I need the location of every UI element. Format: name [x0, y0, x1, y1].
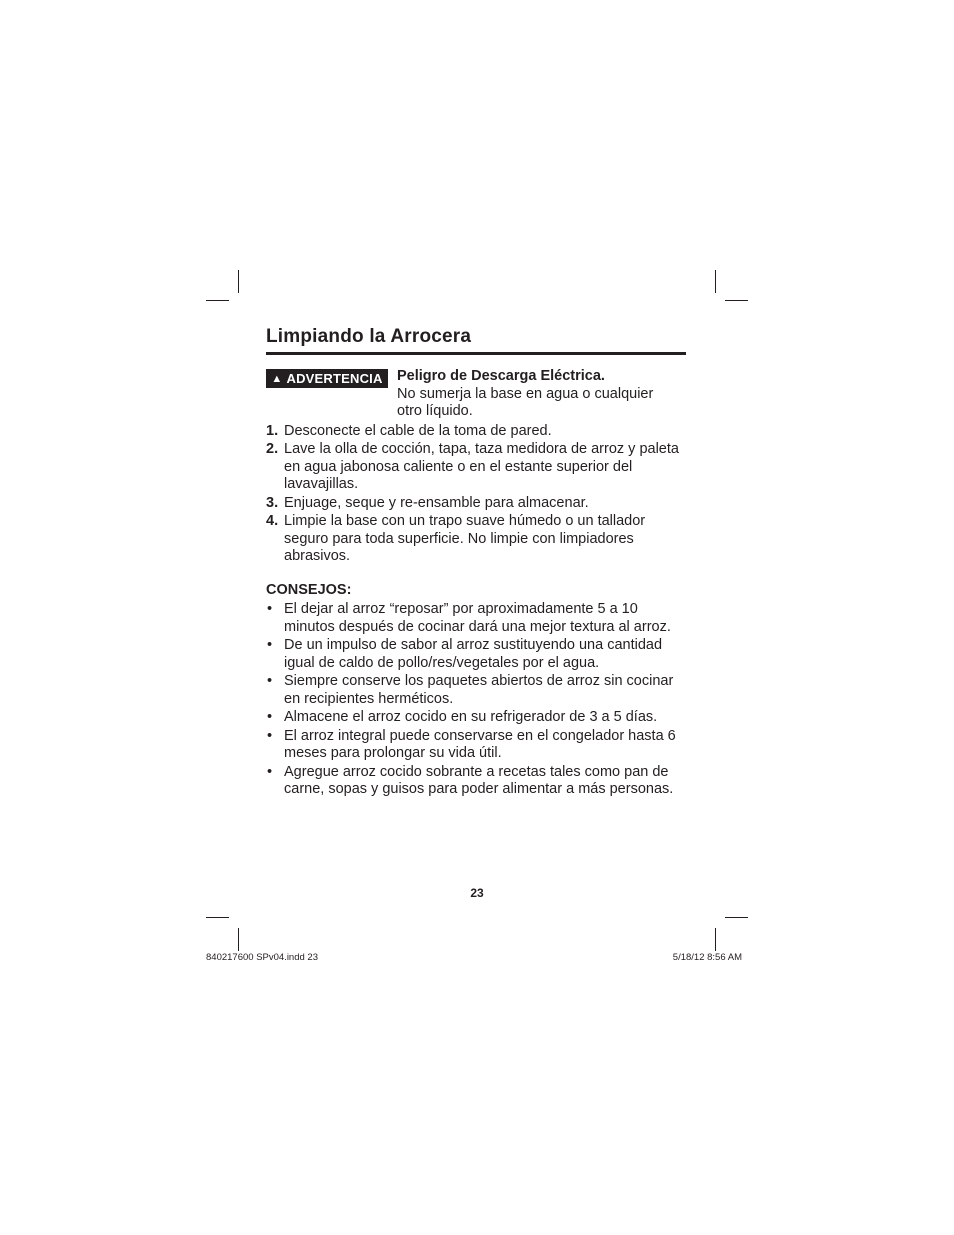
list-item [266, 764, 688, 799]
title-underline [266, 352, 686, 355]
slug-timestamp: 5/18/12 8:56 AM [672, 952, 742, 963]
list-item [266, 601, 688, 636]
warning-body-line: No sumerja la base en agua o cualquier [397, 385, 654, 402]
tips-list [266, 601, 688, 799]
step-number: 1. [266, 422, 279, 439]
cleaning-steps-list [266, 423, 688, 566]
crop-mark [725, 300, 748, 301]
tip-text: Almacene el arroz cocido en su refrigerador de 3 a 5 días. [284, 709, 658, 725]
warning-block [266, 368, 688, 421]
step-number: 4. [266, 513, 279, 529]
list-item [266, 673, 688, 708]
step-text: Enjuage, seque y re-ensamble para almacenar. [284, 494, 589, 511]
bullet: • [267, 709, 273, 725]
crop-mark [238, 928, 239, 951]
crop-mark [715, 270, 716, 293]
bullet: • [267, 601, 273, 617]
step-number: 3. [266, 494, 279, 511]
list-item [266, 423, 688, 441]
crop-mark [206, 917, 229, 918]
bullet: • [267, 673, 273, 689]
list-item [266, 441, 688, 494]
crop-mark [206, 300, 229, 301]
step-text: Lave la olla de cocción, tapa, taza medidora de arroz y paleta en agua jabonosa caliente o en el estante superior del lavavajillas. [284, 441, 679, 492]
bullet: • [267, 637, 273, 653]
step-number: 2. [266, 441, 279, 457]
list-item [266, 728, 688, 763]
list-item [266, 513, 688, 566]
page-title: Limpiando la Arrocera [266, 326, 472, 347]
tip-text: Agregue arroz cocido sobrante a recetas tales como pan de carne, sopas y guisos para poder alimentar a más personas. [284, 763, 674, 797]
warning-badge [266, 369, 388, 388]
slug-file-info: 840217600 SPv04.indd 23 [206, 952, 318, 963]
step-text: Limpie la base con un trapo suave húmedo o un tallador seguro para toda superficie. No limpie con limpiadores abrasivos. [284, 513, 646, 564]
tip-text: De un impulso de sabor al arroz sustituyendo una cantidad igual de caldo de pollo/res/vegetales por el agua. [284, 637, 663, 671]
warning-heading: Peligro de Descarga Eléctrica. [397, 368, 605, 384]
crop-mark [238, 270, 239, 293]
crop-mark [715, 928, 716, 951]
warning-text [397, 368, 653, 421]
crop-mark [725, 917, 748, 918]
bullet: • [267, 763, 273, 780]
list-item [266, 709, 688, 727]
tip-text: Siempre conserve los paquetes abiertos de arroz sin cocinar en recipientes herméticos. [284, 673, 674, 707]
tip-text: El dejar al arroz “reposar” por aproximadamente 5 a 10 minutos después de cocinar dará una mejor textura al arroz. [284, 601, 671, 635]
warning-body-line: otro líquido. [397, 403, 473, 419]
list-item [266, 495, 688, 513]
page-number: 23 [470, 886, 484, 900]
tips-heading: CONSEJOS: [266, 581, 352, 598]
tip-text: El arroz integral puede conservarse en el congelador hasta 6 meses para prolongar su vida útil. [284, 727, 676, 761]
bullet: • [267, 727, 273, 744]
list-item [266, 637, 688, 672]
warning-badge-label: ADVERTENCIA [286, 371, 383, 386]
warning-triangle-icon: ▲ [271, 372, 283, 385]
step-text: Desconecte el cable de la toma de pared. [284, 422, 552, 439]
page-content [266, 326, 688, 800]
